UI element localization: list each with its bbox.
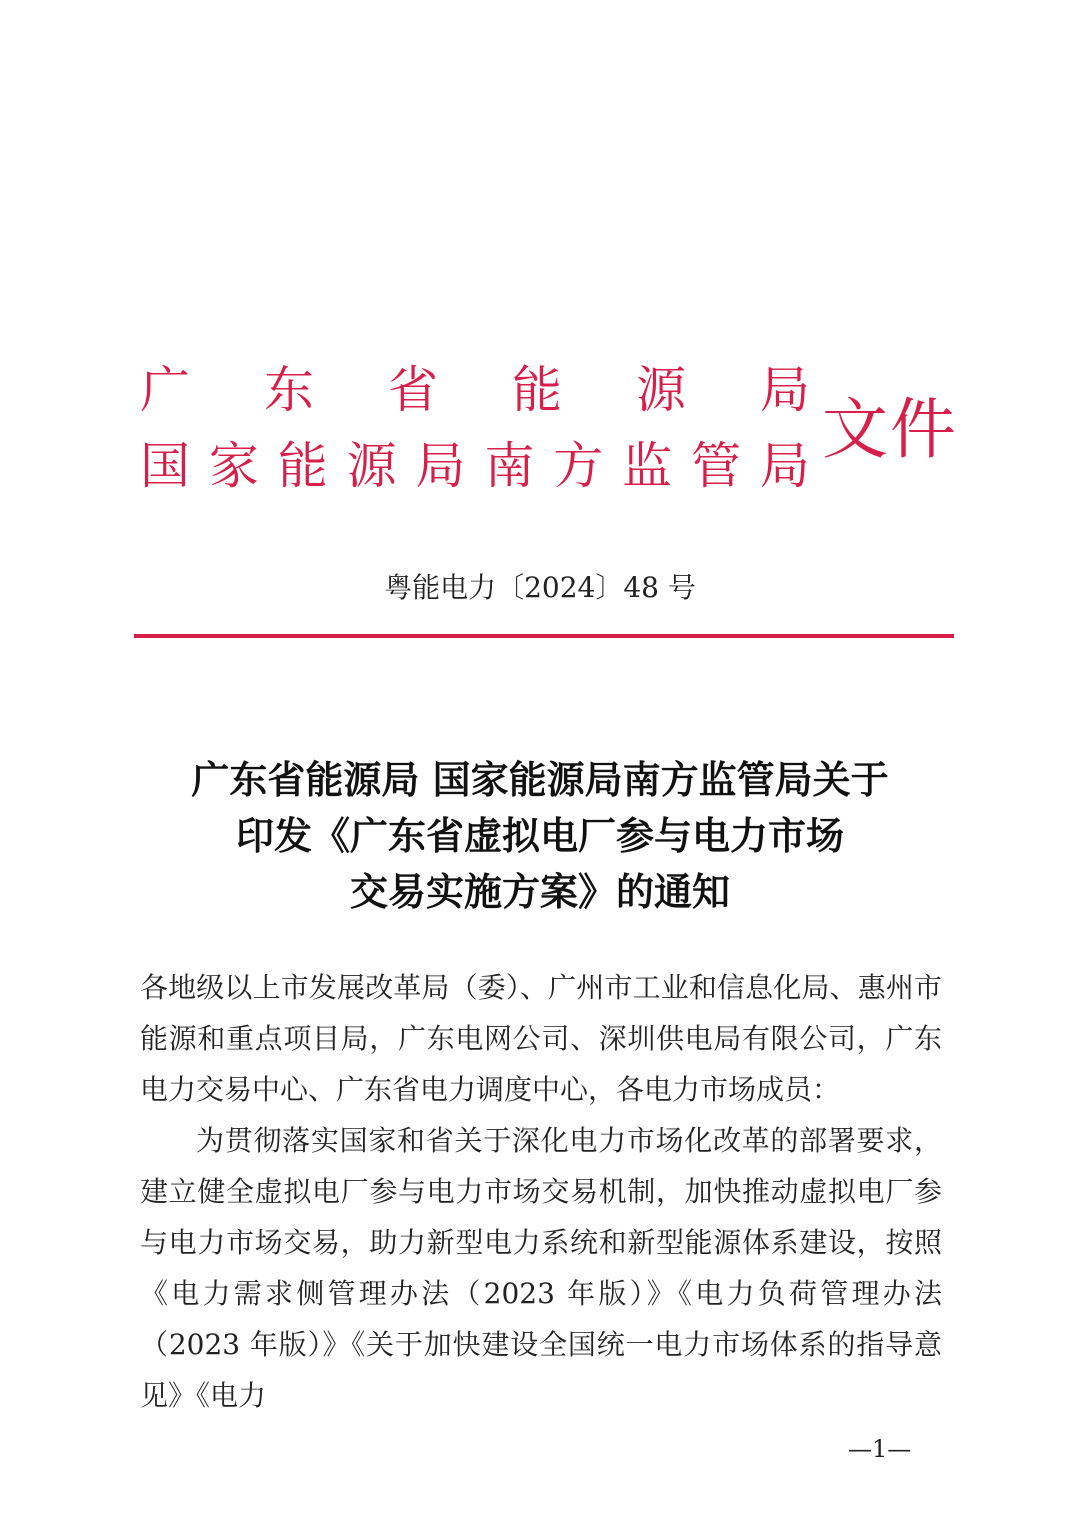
title-line-1: 广东省能源局 国家能源局南方监管局关于 <box>191 757 889 802</box>
issuer-char: 管 <box>691 437 741 495</box>
issuer-char: 家 <box>208 437 259 495</box>
issuer-line-guangdong-energy-bureau <box>140 360 810 420</box>
issuer-char: 能 <box>277 437 328 495</box>
issuer-char: 省 <box>388 361 438 419</box>
issuer-char: 能 <box>512 361 562 419</box>
issuer-char: 局 <box>415 437 466 495</box>
document-header <box>140 358 960 498</box>
issuer-char: 东 <box>264 361 314 419</box>
title-line-3: 交易实施方案》的通知 <box>349 869 730 914</box>
issuer-char: 局 <box>760 361 810 419</box>
issuer-char: 源 <box>346 437 397 495</box>
issuer-char: 局 <box>759 437 810 495</box>
issuer-char: 广 <box>140 361 190 419</box>
red-divider-line <box>134 634 954 638</box>
body-paragraph-1: 为贯彻落实国家和省关于深化电力市场化改革的部署要求，建立健全虚拟电厂参与电力市场交易机制，加快推动虚拟电厂参与电力市场交易，助力新型电力系统和新型能源体系建设，按照《电力需求侧管理办法（2023 年版）》《电力负荷管理办法（2023 年版）》《关于加快建设全国统一电力市场体系的指导意见》《电力 <box>140 1124 942 1412</box>
issuer-line-nea-southern-bureau <box>140 436 810 496</box>
issuer-char: 南 <box>484 437 535 495</box>
addressees-paragraph: 各地级以上市发展改革局（委）、广州市工业和信息化局、惠州市能源和重点项目局，广东电网公司、深圳供电局有限公司，广东电力交易中心、广东省电力调度中心，各电力市场成员： <box>140 971 942 1106</box>
document-type-label: 文件 <box>822 391 958 468</box>
issuer-char: 国 <box>140 437 190 495</box>
issuer-char: 监 <box>622 437 673 495</box>
title-line-2: 印发《广东省虚拟电厂参与电力市场 <box>235 813 844 858</box>
document-title <box>0 752 1080 920</box>
page-number: —1— <box>848 1435 912 1463</box>
issuer-char: 方 <box>553 437 604 495</box>
issuer-char: 源 <box>636 361 686 419</box>
document-number: 粤能电力〔2024〕48 号 <box>384 571 696 604</box>
document-body <box>140 962 942 1421</box>
